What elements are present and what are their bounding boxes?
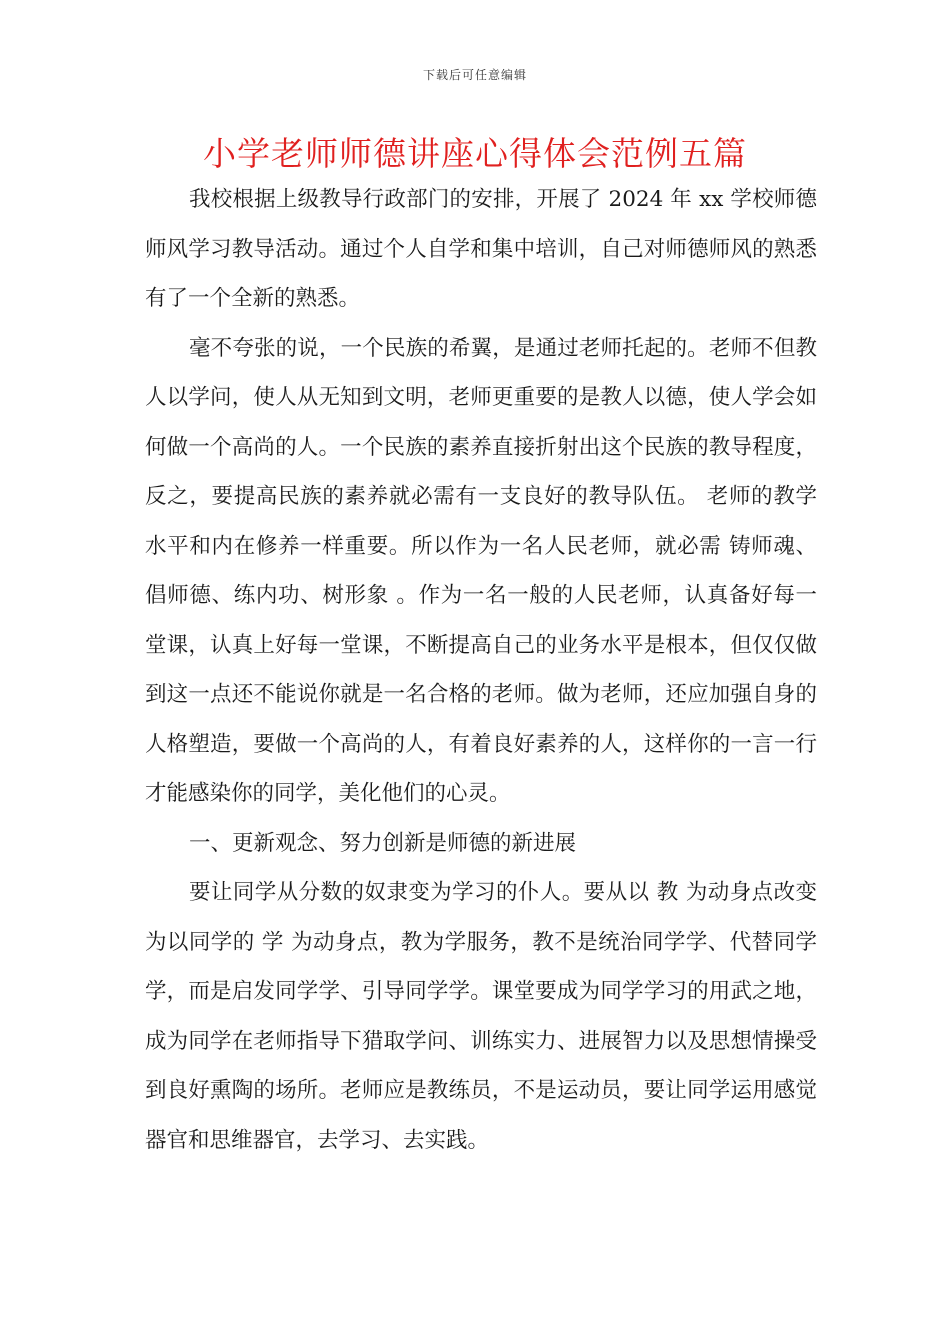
paragraph-student-centered: 要让同学从分数的奴隶变为学习的仆人。要从以 教 为动身点改变为以同学的 学 为动身点，教为学服务，教不是统治同学学、代替同学学，而是启发同学学、引导同学学。课堂要成为同学学习的用武之地，成为同学在老师指导下猎取学问、训练实力、进展智力以及思想情操受到良好熏陶的场所。老师应是教练员，不是运动员，要让同学运用感觉器官和思维器官，去学习、去实践。 — [145, 880, 817, 1153]
document-body — [145, 175, 817, 1165]
document-title: 小学老师师德讲座心得体会范例五篇 — [203, 134, 747, 173]
paragraph-intro: 我校根据上级教导行政部门的安排，开展了 2024 年 xx 学校师德师风学习教导活动。通过个人自学和集中培训，自己对师德师风的熟悉有了一个全新的熟悉。 — [145, 187, 817, 311]
header-note: 下载后可任意编辑 — [422, 68, 527, 82]
paragraph-teacher-morality: 毫不夸张的说，一个民族的希翼，是通过老师托起的。老师不但教人以学问，使人从无知到文明，老师更重要的是教人以德，使人学会如何做一个高尚的人。一个民族的素养直接折射出这个民族的教导程度，反之，要提高民族的素养就必需有一支良好的教导队伍。 老师的教学水平和内在修养一样重要。所以作为一名人民老师，就必需 铸师魂、倡师德、练内功、树形象 。作为一名一般的人民老师，认真备好每一堂课，认真上好每一堂课，不断提高自己的业务水平是根本，但仅仅做到这一点还不能说你就是一名合格的老师。做为老师，还应加强自身的人格塑造，要做一个高尚的人，有着良好素养的人，这样你的一言一行才能感染你的同学，美化他们的心灵。 — [145, 335, 817, 806]
section-heading-1: 一、更新观念、努力创新是师德的新进展 — [189, 830, 577, 856]
